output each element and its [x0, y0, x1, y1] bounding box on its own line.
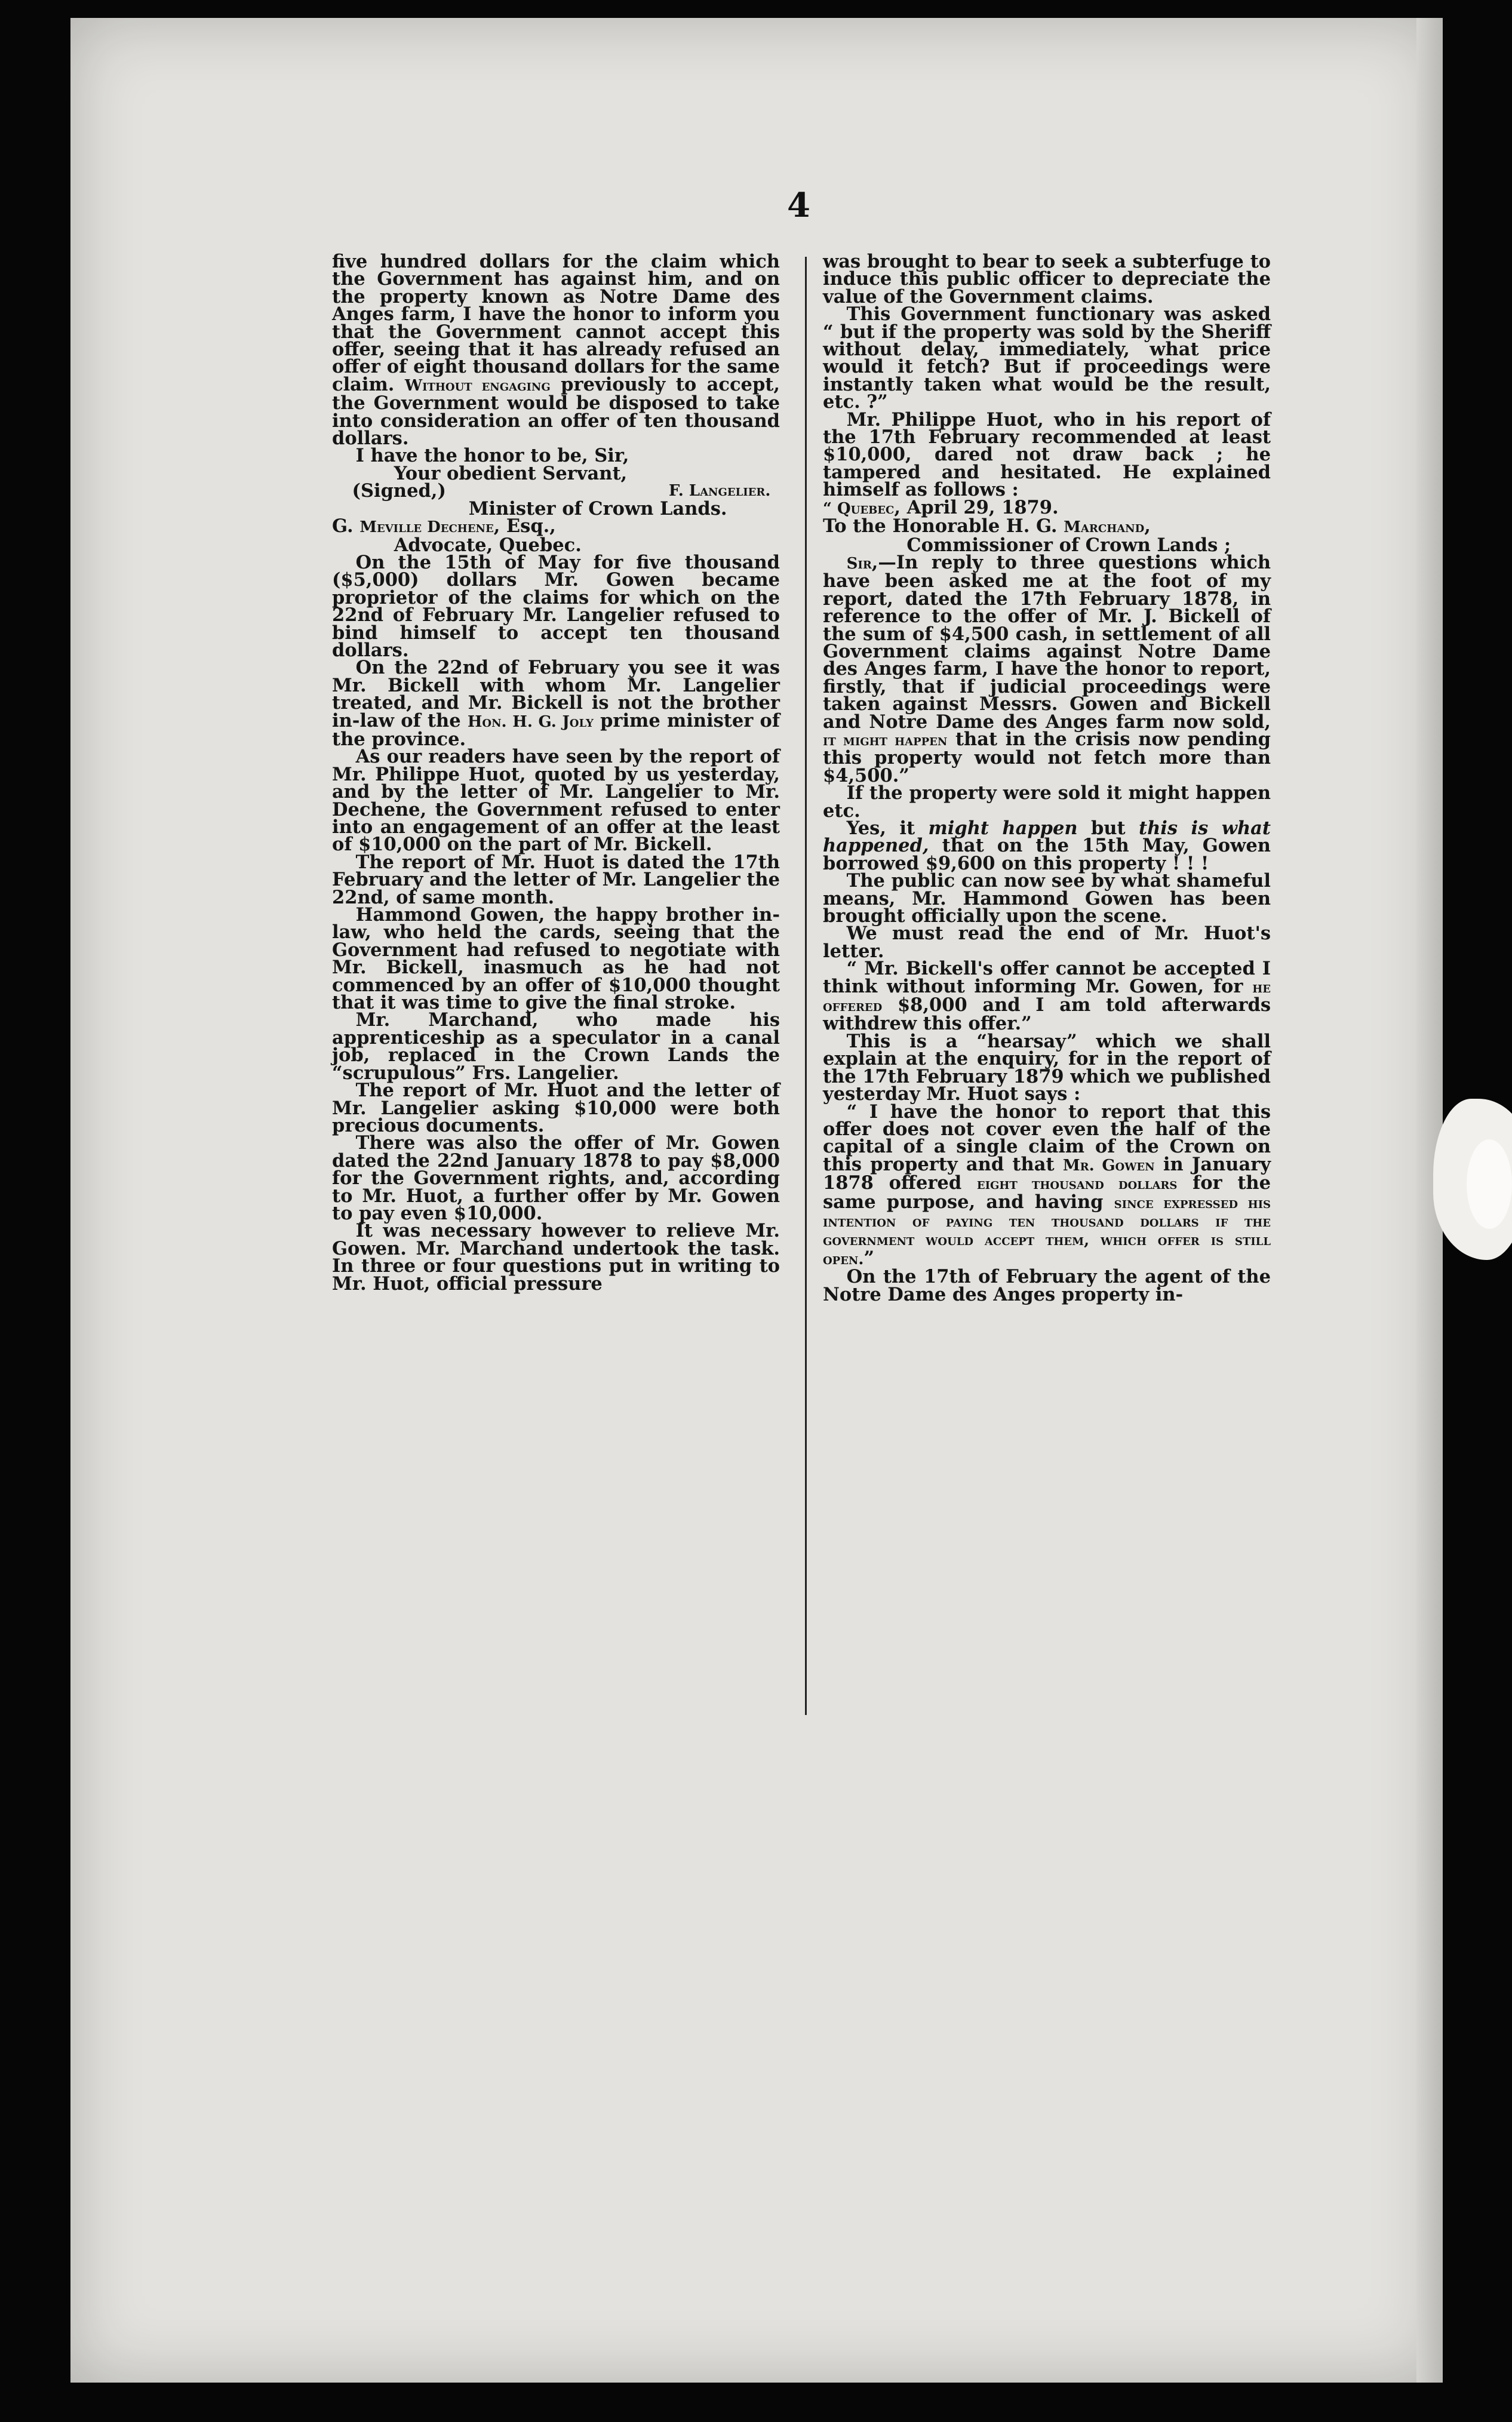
paragraph: This is a “hearsay” which we shall explain at the enquiry, for in the report of the 17th February 1879 which we published yesterday Mr. Huot says :: [823, 1030, 1271, 1105]
paragraph: This Government functionary was asked “ but if the property was sold by the Sheriff without delay, immediately, what price would it fetch? But if proceedings were instantly taken what would be the result, etc. ?”: [823, 303, 1271, 413]
paragraph: On the 15th of May for five thousand ($5,000) dollars Mr. Gowen became proprietor of the claims for which on the 22nd of February Mr. Langelier refused to bind himself to accept ten thousand dollars.: [332, 551, 780, 661]
paragraph: The report of Mr. Huot and the letter of Mr. Langelier asking $10,000 were both precious documents.: [332, 1080, 780, 1136]
paragraph: was brought to bear to seek a subterfuge to induce this public officer to depreciate the value of the Government claims.: [823, 251, 1271, 308]
torn-edge-highlight: [1467, 1139, 1512, 1229]
letter-dateline: “ Quebec, April 29, 1879.: [823, 496, 1059, 518]
paragraph: On the 22nd of February you see it was Mr. Bickell with whom Mr. Langelier treated, and Mr. Bickell is not the brother in-law of the Hon. H. G. Joly prime minister of the province.: [332, 657, 780, 750]
page-number: 4: [787, 186, 810, 225]
paragraph: Mr. Marchand, who made his apprenticeship as a speculator in a canal job, replaced in the Crown Lands the “scrupulous” Frs. Langelier.: [332, 1009, 780, 1084]
paragraph: On the 17th of February the agent of the Notre Dame des Anges property in-: [823, 1266, 1271, 1305]
paragraph: The report of Mr. Huot is dated the 17th February and the letter of Mr. Langelier the 22nd, of same month.: [332, 851, 780, 908]
paragraph: Yes, it might happen but this is what happened, that on the 15th May, Gowen borrowed $9,600 on this property ! ! !: [823, 817, 1271, 874]
letter-recipient: To the Honorable H. G. Marchand,: [823, 515, 1151, 537]
left-column: [332, 253, 780, 1293]
column-divider: [805, 257, 807, 1715]
paragraph: “ Mr. Bickell's offer cannot be accepted I think without informing Mr. Gowen, for he offered $8,000 and I am told afterwards withdrew this offer.”: [823, 958, 1271, 1035]
paragraph: Sir,—In reply to three questions which have been asked me at the foot of my report, dated the 17th February 1878, in reference to the offer of Mr. J. Bickell of the sum of $4,500 cash, in settlement of all Government claims against Notre Dame des Anges farm, I have the honor to report, firstly, that if judicial proceedings were taken against Messrs. Gowen and Bickell and Notre Dame des Anges farm now sold, it might happen that in the crisis now pending this property would not fetch more than $4,500.”: [823, 551, 1271, 786]
paragraph: As our readers have seen by the report of Mr. Philippe Huot, quoted by us yesterday, and by the letter of Mr. Langelier to Mr. Dechene, the Government refused to enter into an engagement of an offer at the least of $10,000 on the part of Mr. Bickell.: [332, 746, 780, 856]
servant-line: Your obedient Servant,: [394, 462, 628, 484]
paragraph: “ I have the honor to report that this offer does not cover even the half of the capital of a single claim of the Crown on this property and that Mr. Gowen in January 1878 offered eight thousand dollars for the same purpose, and having since expressed his intention of paying ten thousand dollars if the government would accept them, which offer is still open.”: [823, 1101, 1271, 1269]
paragraph: There was also the offer of Mr. Gowen dated the 22nd January 1878 to pay $8,000 for the Government rights, and, according to Mr. Huot, a further offer by Mr. Gowen to pay even $10,000.: [332, 1132, 780, 1224]
closing-line: I have the honor to be, Sir,: [355, 445, 629, 467]
paragraph: It was necessary however to relieve Mr. Gowen. Mr. Marchand undertook the task. In three or four questions put in writing to Mr. Huot, official pressure: [332, 1220, 780, 1295]
addressee-place: Advocate, Quebec.: [394, 534, 582, 556]
paragraph: The public can now see by what shameful means, Mr. Hammond Gowen has been brought officially upon the scene.: [823, 870, 1271, 927]
paragraph: Hammond Gowen, the happy brother in-law, who held the cards, seeing that the Government had refused to negotiate with Mr. Bickell, inasmuch as he had not commenced by an offer of $10,000 thought that it was time to give the final stroke.: [332, 904, 780, 1014]
addressee: G. Meville Dechene, Esq.,: [332, 515, 556, 537]
paragraph: We must read the end of Mr. Huot's letter.: [823, 923, 1271, 962]
signer-title: Minister of Crown Lands.: [468, 497, 727, 520]
paragraph: five hundred dollars for the claim which the Government has against him, and on the property known as Notre Dame des Anges farm, I have the honor to inform you that the Government cannot accept this offer, seeing that it has already refused an offer of eight thousand dollars for the same claim. Without engaging previously to accept, the Government would be disposed to take into consideration an offer of ten thousand dollars.: [332, 251, 780, 450]
paragraph: Mr. Philippe Huot, who in his report of the 17th February recommended at least $10,000, dared not draw back ; he tampered and hesitated. He explained himself as follows :: [823, 408, 1271, 501]
recipient-title: Commissioner of Crown Lands ;: [906, 534, 1231, 556]
paragraph: If the property were sold it might happen etc.: [823, 782, 1271, 822]
right-column: [823, 253, 1271, 1304]
signature-line: (Signed,) F. Langelier.: [352, 480, 771, 502]
